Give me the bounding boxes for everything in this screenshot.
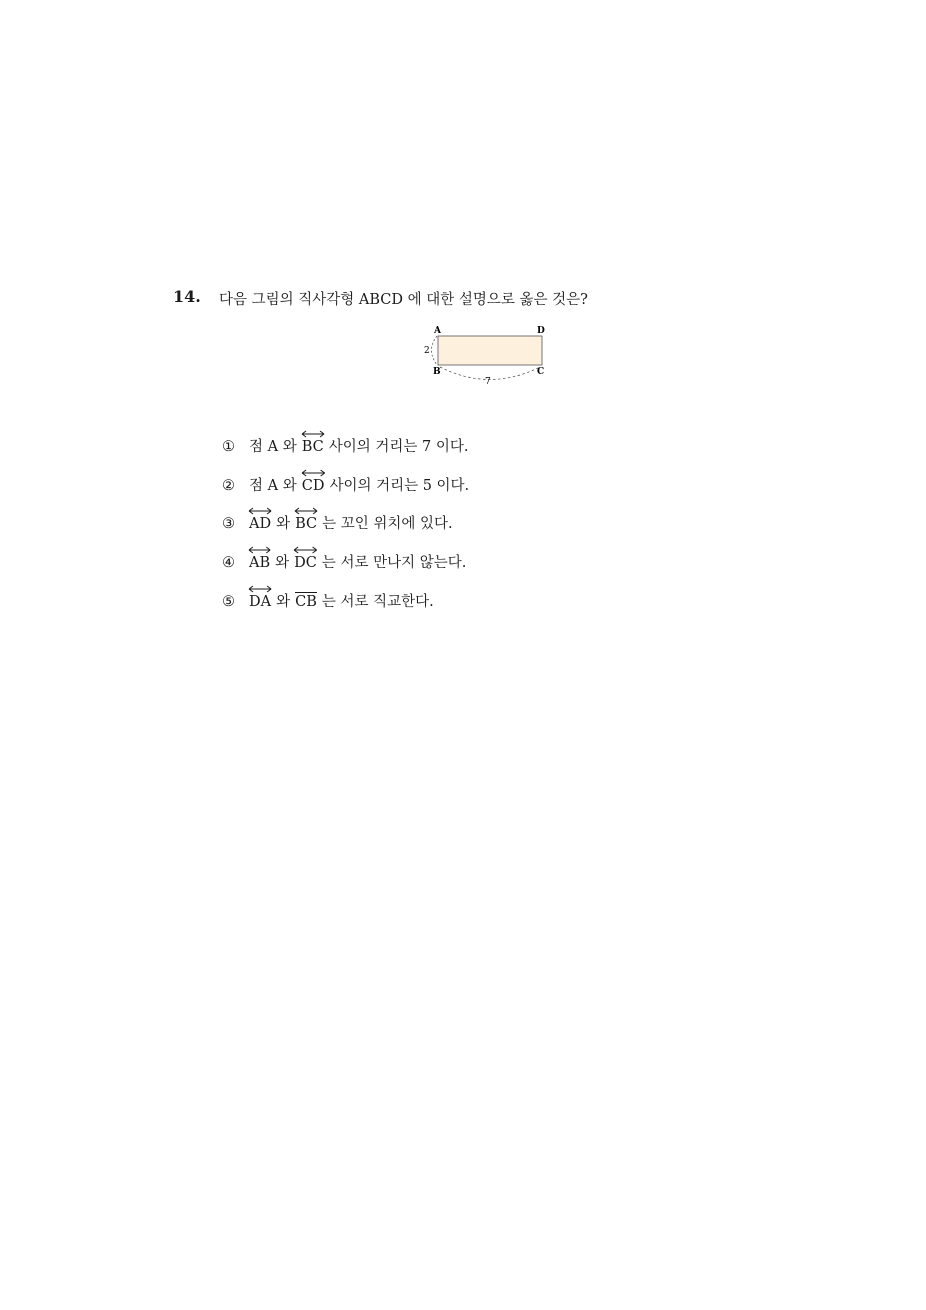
width-label: 7: [485, 377, 491, 386]
line-notation: [249, 555, 270, 571]
choice-5[interactable]: [222, 590, 434, 611]
line-notation: [249, 594, 271, 610]
height-label: 2: [424, 346, 430, 356]
choice-text-post: 는 서로 직교한다.: [321, 594, 434, 610]
segment-name: CB: [295, 594, 317, 610]
choice-text-post: 사이의 거리는 5 이다.: [329, 478, 470, 494]
double-arrow-icon: [301, 430, 325, 438]
choice-text-mid: 와: [276, 516, 291, 532]
choice-text-post: 는 서로 만나지 않는다.: [321, 555, 467, 571]
choice-text-pre: 점 A 와: [249, 478, 297, 494]
question-text: 다음 그림의 직사각형 ABCD 에 대한 설명으로 옳은 것은?: [219, 292, 588, 308]
line-name: AB: [249, 555, 271, 571]
rectangle-figure: [418, 322, 558, 390]
line-notation: [249, 516, 271, 532]
double-arrow-icon: [248, 507, 272, 515]
line-notation: [302, 439, 324, 455]
overline-bar: [295, 592, 317, 593]
vertex-label-d: D: [537, 326, 545, 336]
choice-text-post: 사이의 거리는 7 이다.: [328, 439, 469, 455]
choice-3[interactable]: [222, 512, 453, 533]
vertex-label-c: C: [537, 367, 545, 377]
choice-text-pre: 점 A 와: [249, 439, 297, 455]
line-name: AD: [249, 516, 272, 532]
segment-notation: [295, 594, 317, 610]
line-notation: [302, 478, 325, 494]
choice-4[interactable]: [222, 551, 466, 572]
line-name: DA: [249, 594, 272, 610]
double-arrow-icon: [293, 546, 318, 554]
choice-mark: ②: [222, 478, 235, 494]
question-number: 14.: [173, 287, 201, 306]
vertex-label-b: B: [433, 367, 441, 377]
line-name: CD: [301, 478, 325, 494]
line-name: BC: [301, 439, 324, 455]
double-arrow-icon: [248, 585, 272, 593]
line-notation: [294, 555, 317, 571]
double-arrow-icon: [301, 469, 326, 477]
vertex-label-a: A: [434, 326, 441, 336]
height-dimension-arc: [432, 336, 438, 365]
choice-mark: ⑤: [222, 594, 235, 610]
choice-mark: ④: [222, 555, 235, 571]
choice-text-post: 는 꼬인 위치에 있다.: [322, 516, 453, 532]
choice-text-mid: 와: [276, 594, 291, 610]
double-arrow-icon: [294, 507, 318, 515]
choice-mark: ①: [222, 439, 235, 455]
rectangle-diagram: [418, 322, 558, 386]
choice-mark: ③: [222, 516, 235, 532]
line-notation: [295, 516, 317, 532]
line-name: DC: [294, 555, 317, 571]
rectangle-abcd: [438, 336, 542, 365]
double-arrow-icon: [248, 546, 271, 554]
line-name: BC: [295, 516, 318, 532]
choice-2[interactable]: [222, 474, 469, 495]
choice-text-mid: 와: [275, 555, 290, 571]
choice-1[interactable]: [222, 435, 468, 456]
